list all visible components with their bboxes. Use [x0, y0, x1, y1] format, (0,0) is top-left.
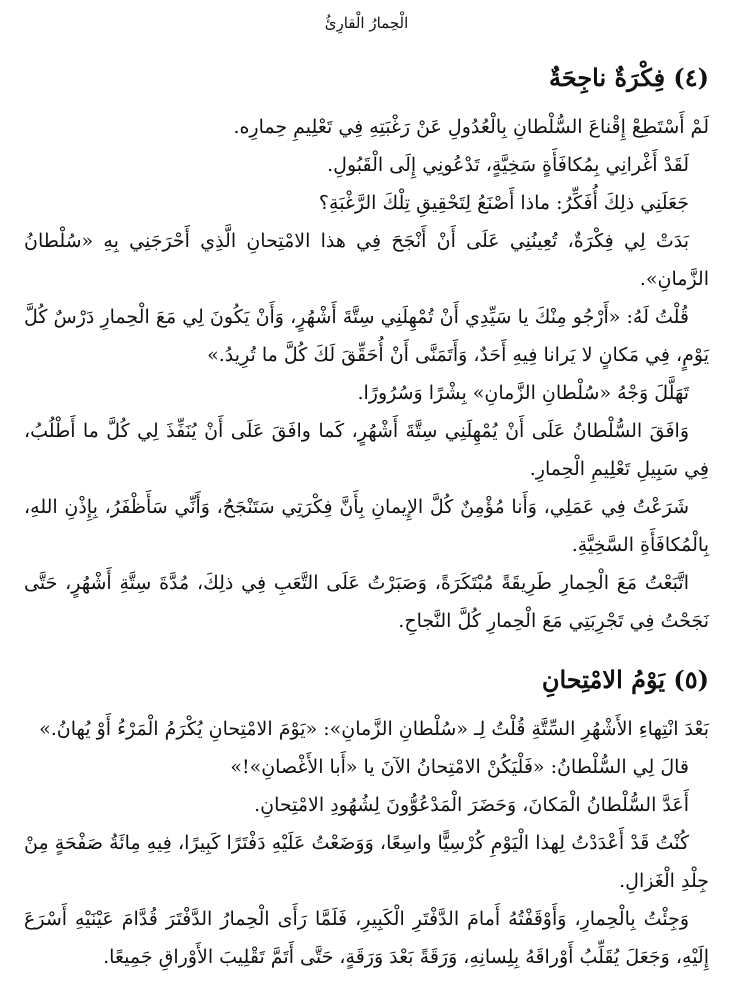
paragraph: قالَ لِي السُّلْطانُ: «فَلْيَكُنْ الامْتِحانُ الآنَ يا «أَبا الأَغْصانِ»!»: [230, 756, 689, 778]
chapter-5-title: (٥) يَوْمُ الامْتِحانِ: [541, 665, 709, 694]
chapter-4-title: (٤) فِكْرَةٌ ناجِحَةٌ: [548, 63, 709, 92]
paragraph: وَجِئْتُ بِالْحِمارِ، وَأَوْقَفْتُهُ أَمامَ الدَّفْتَرِ الْكَبِيرِ، فَلَمَّا رَأَى الْحِمارُ الدَّفْتَرَ قُدَّامَ عَيْنَيْهِ أَسْرَعَ إِلَيْهِ، وَجَعَلَ يُقَلِّبُ أَوْراقَهُ بِلِسانِهِ، وَرَقَةً بَعْدَ وَرَقَةٍ، حَتَّى أَتَمَّ تَقْلِيبَ الأَوْراقِ جَمِيعًا.: [24, 908, 709, 968]
paragraph: تَهَلَّلَ وَجْهُ «سُلْطانِ الزَّمانِ» بِشْرًا وَسُرُورًا.: [357, 382, 689, 404]
paragraph: لَمْ أَسْتَطِعْ إِقْناعَ السُّلْطانِ بِالْعُدُولِ عَنْ رَغْبَتِهِ فِي تَعْلِيمِ حِمارِه.: [233, 116, 709, 138]
paragraph: أَعَدَّ السُّلْطانُ الْمَكانَ، وَحَضَرَ الْمَدْعُوُّونَ لِشُهُودِ الامْتِحانِ.: [254, 794, 689, 816]
paragraph: قُلْتُ لَهُ: «أَرْجُو مِنْكَ يا سَيِّدِي أَنْ تُمْهِلَنِي سِتَّةَ أَشْهُرٍ، وَأَنْ يَكُونَ لِي مَعَ الْحِمارِ دَرْسٌ كُلَّ يَوْمٍ، فِي مَكانٍ لا يَرانا فِيهِ أَحَدٌ، وَأَتَمَنَّى أَنْ أُحَقِّقَ لَكَ كُلَّ ما تُرِيدُ.»: [24, 306, 709, 366]
paragraph: لَقَدْ أَغْرانِي بِمُكافَأَةٍ سَخِيَّةٍ، تَدْعُونِي إِلَى الْقَبُولِ.: [327, 154, 689, 176]
running-head: الْحِمارُ الْقارِئُ: [324, 14, 409, 32]
paragraph: جَعَلَنِي ذلِكَ أُفَكِّرُ: ماذا أَصْنَعُ لِتَحْقِيقِ تِلْكَ الرَّغْبَةِ؟: [318, 192, 689, 214]
paragraph: اتَّبَعْتُ مَعَ الْحِمارِ طَرِيقَةً مُبْتَكَرَةً، وَصَبَرْتُ عَلَى التَّعَبِ فِي ذلِكَ، مُدَّةَ سِتَّةِ أَشْهُرٍ، حَتَّى نَجَحْتُ فِي تَجْرِبَتِي مَعَ الْحِمارِ كُلَّ النَّجاحِ.: [24, 572, 709, 632]
paragraph: شَرَعْتُ فِي عَمَلِي، وَأَنا مُؤْمِنٌ كُلَّ الإِيمانِ بِأَنَّ فِكْرَتِي سَتَنْجَحُ، وَأَنِّي سَأَظْفَرُ، بِإِذْنِ اللهِ، بِالْمُكافَأَةِ السَّخِيَّةِ.: [24, 496, 709, 556]
paragraph: بَدَتْ لِي فِكْرَةٌ، تُعِينُنِي عَلَى أَنْ أَنْجَحَ فِي هذا الامْتِحانِ الَّذِي أَحْرَجَنِي بِهِ «سُلْطانُ الزَّمانِ».: [24, 230, 709, 290]
paragraph: بَعْدَ انْتِهاءِ الأَشْهُرِ السِّتَّةِ قُلْتُ لِـ «سُلْطانِ الزَّمانِ»: «يَوْمَ الامْتِحانِ يُكْرَمُ الْمَرْءُ أَوْ يُهانُ.»: [39, 718, 709, 740]
paragraph: كُنْتُ قَدْ أَعْدَدْتُ لِهذا الْيَوْمِ كُرْسِيًّا واسِعًا، وَوَضَعْتُ عَلَيْهِ دَفْتَرًا كَبِيرًا، فِيهِ مِائَةُ صَفْحَةٍ مِنْ جِلْدِ الْغَزالِ.: [24, 832, 709, 892]
paragraph: وَافَقَ السُّلْطانُ عَلَى أَنْ يُمْهِلَنِي سِتَّةَ أَشْهُرٍ، كَما وافَقَ عَلَى أَنْ يُنَفِّذَ لِي كُلَّ ما أَطْلُبُ، فِي سَبِيلِ تَعْلِيمِ الْحِمارِ.: [24, 420, 709, 480]
